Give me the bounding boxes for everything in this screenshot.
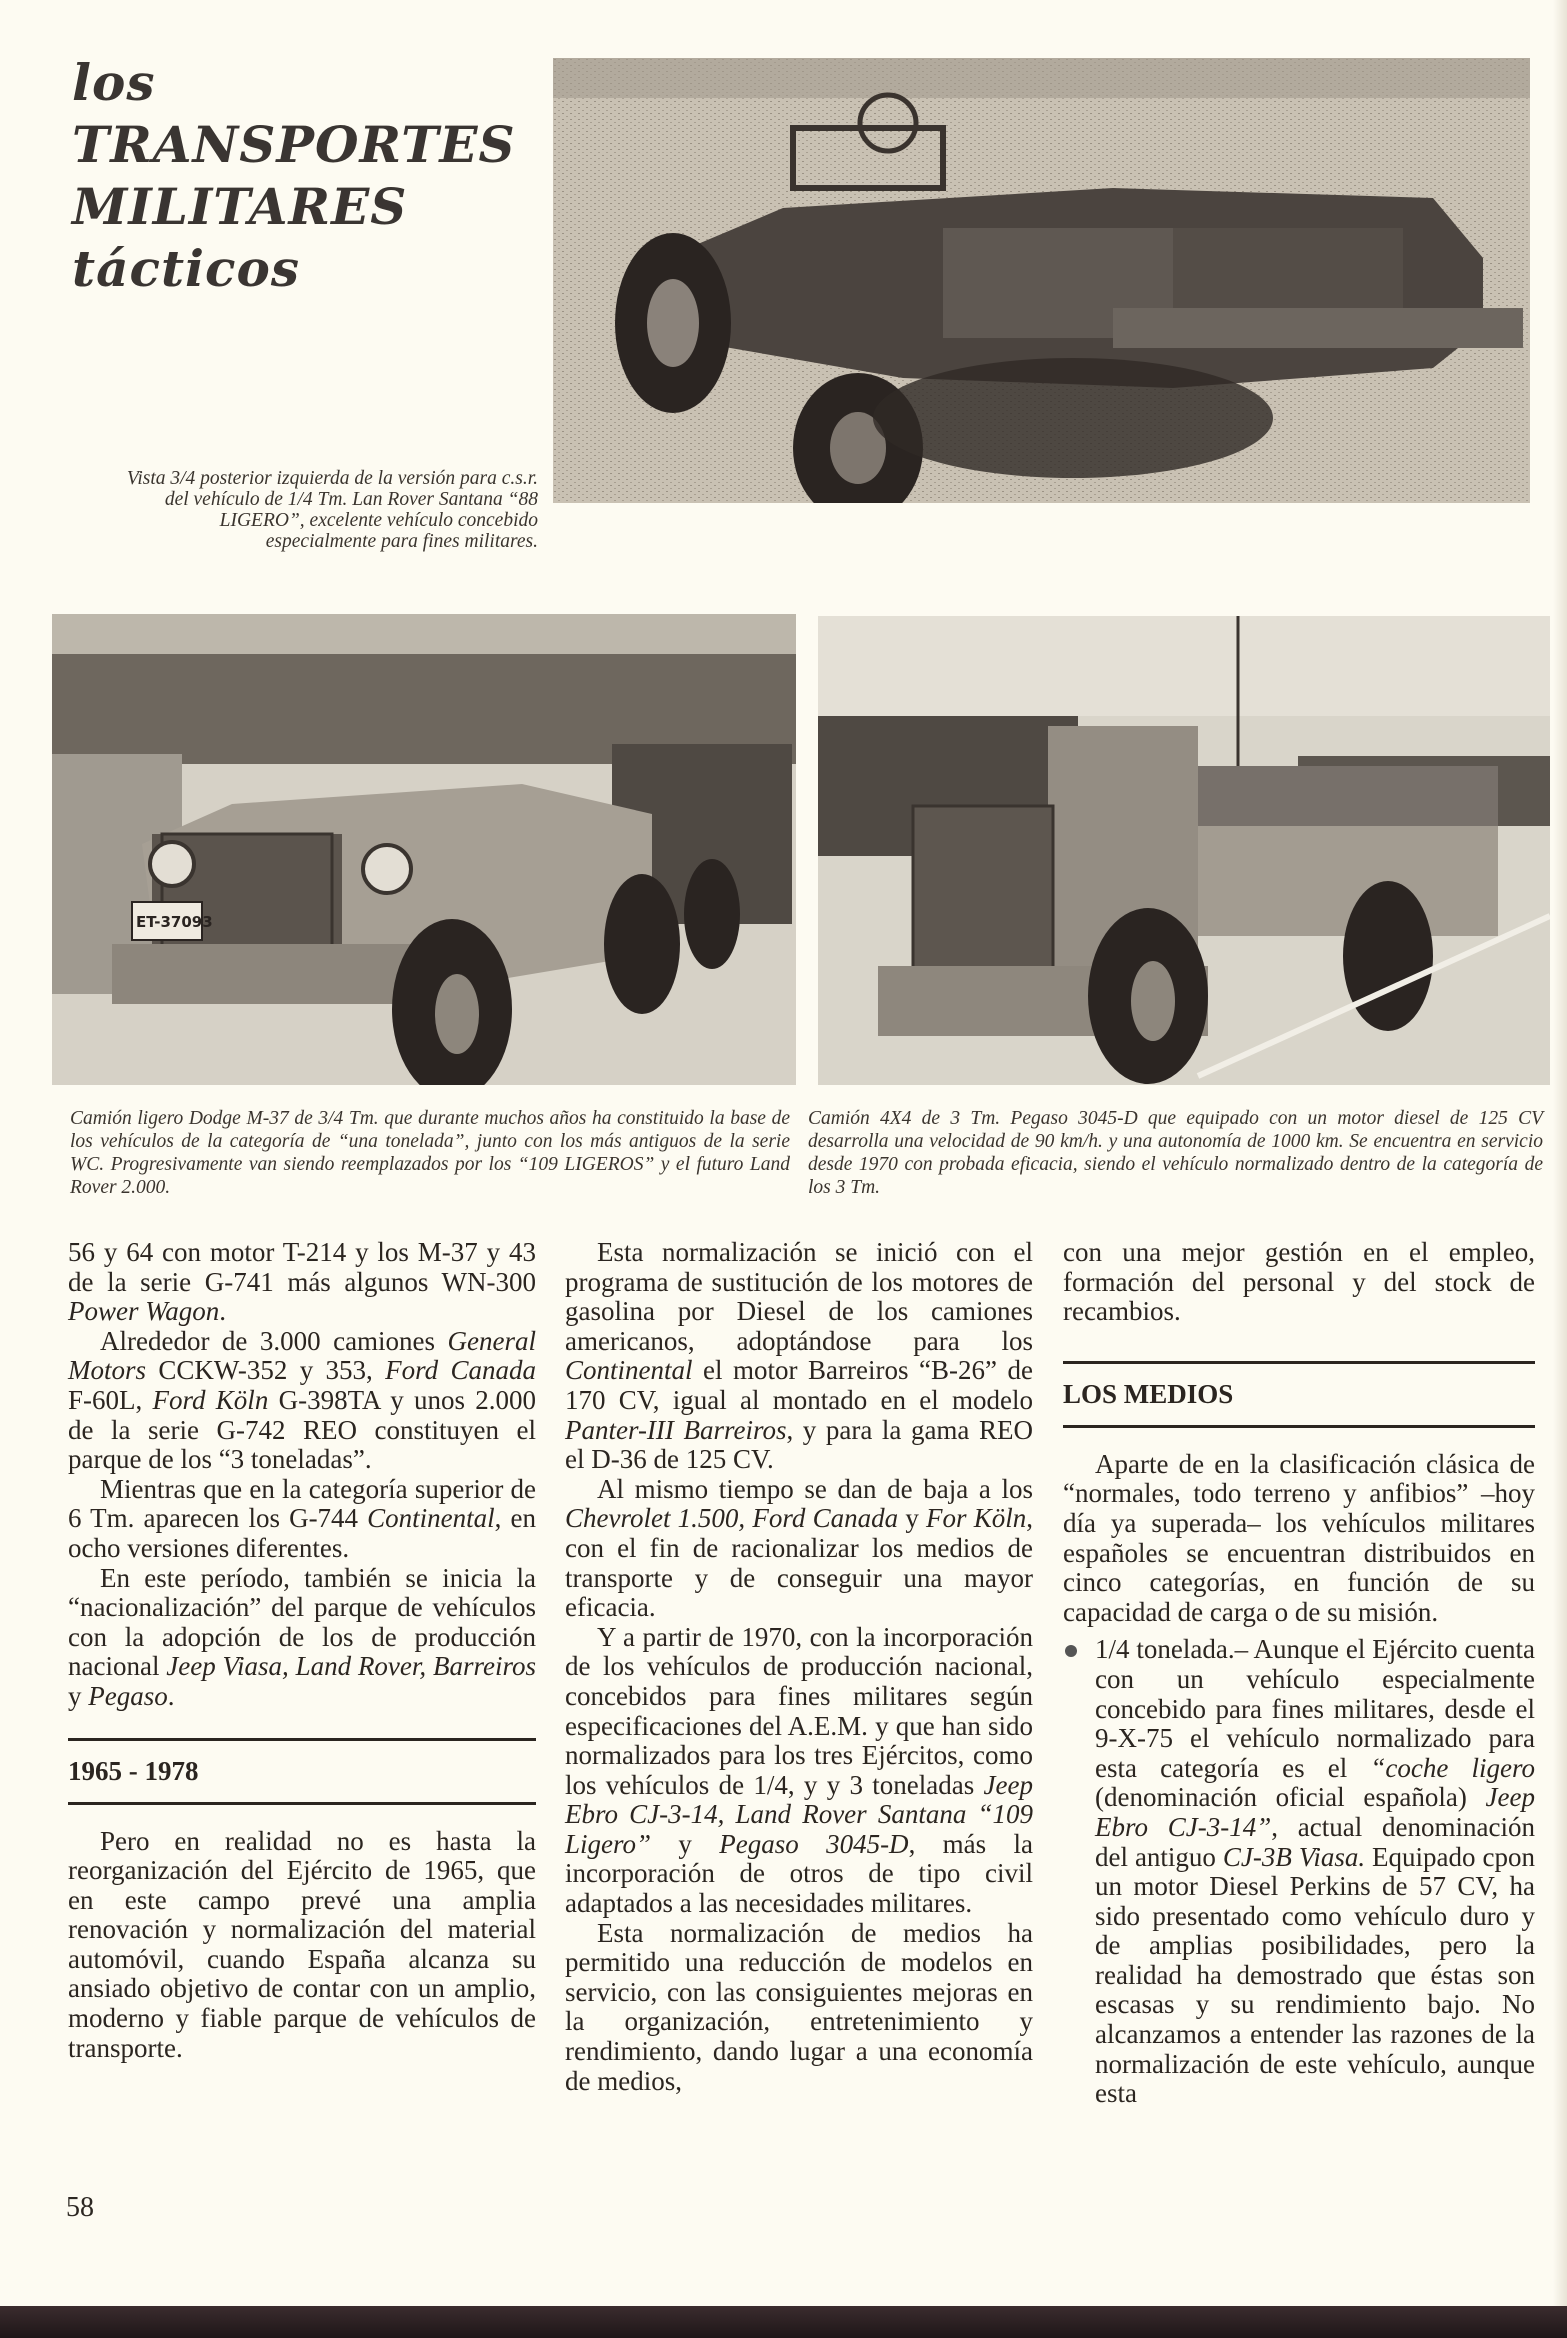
photo-land-rover-image — [553, 58, 1530, 503]
text-column-3 — [1063, 1238, 1535, 2109]
list-item-quarter-ton: 1/4 tonelada.– Aunque el Ejército cuenta con un vehículo especialmente concebido para fines militares, desde el 9-X-75 el vehículo normalizado para esta categoría es el “coche ligero (denominación oficial española) Jeep Ebro CJ-3-14”, actual denominación del antiguo CJ-3B Viasa. Equipado cpon un motor Diesel Perkins de 57 CV, ha sido presentado como vehículo duro y de amplias posibilidades, pero la realidad ha demostrado que éstas son escasas y su rendimiento bajo. No alcanzamos a entender las razones de la normalización de este vehículo, aunque esta — [1063, 1635, 1535, 2109]
emphasis: Panter-III Barreiros — [565, 1414, 787, 1445]
scan-bottom-edge — [0, 2306, 1567, 2338]
text-column-1 — [68, 1238, 536, 2063]
spacer — [1063, 1428, 1535, 1450]
spacer — [68, 1712, 536, 1738]
paragraph: con una mejor gestión en el empleo, formación del personal y del stock de recambios. — [1063, 1237, 1535, 1327]
title-line: MILITARES — [72, 177, 408, 236]
paragraph: Alrededor de 3.000 camiones General Motors CCKW-352 y 353, Ford Canada F-60L, Ford Köln G-398TA y unos 2.000 de la serie G-742 REO constituyen el parque de los “3 toneladas”. — [68, 1325, 537, 1475]
title-line: tácticos — [72, 239, 300, 298]
photo-land-rover — [553, 58, 1530, 503]
paragraph: Esta normalización se inició con el programa de sustitución de los motores de gasolina por Diesel de los camiones americanos, adoptándose para los Continental el motor Barreiros “B-26” de 170 CV, igual al montado en el modelo Panter-III Barreiros, y para la gama REO el D-36 de 125 CV. — [565, 1237, 1033, 1475]
section-heading-los-medios: LOS MEDIOS — [1063, 1378, 1234, 1409]
emphasis: Continental — [367, 1503, 495, 1534]
emphasis: Jeep Ebro CJ-3-14, Land Rover Santana “109 Ligero” — [565, 1769, 1033, 1859]
title-line: TRANSPORTES — [72, 115, 516, 174]
article-title — [72, 52, 516, 300]
paragraph: En este período, también se inicia la “nacionalización” del parque de vehículos con la adopción de los de producción nacional Jeep Viasa, Land Rover, Barreiros y Pegaso. — [68, 1562, 536, 1711]
page-edge-shadow — [1553, 0, 1567, 2306]
text-column-2 — [565, 1238, 1033, 2096]
photo-pegaso-3045d — [818, 616, 1550, 1085]
title-line: los — [72, 53, 156, 112]
emphasis: Ford Canada — [385, 1355, 536, 1386]
emphasis: “coche ligero — [1370, 1752, 1535, 1783]
spacer — [68, 1805, 536, 1827]
paragraph: 56 y 64 con motor T-214 y los M-37 y 43 de la serie G-741 más algunos WN-300 Power Wagon. — [68, 1237, 536, 1327]
caption-pegaso-3045d: Camión 4X4 de 3 Tm. Pegaso 3045-D que equipado con un motor diesel de 125 CV desarrolla una velocidad de 90 km/h. y una autonomía de 1000 km. Se encuentra en servicio desde 1970 con probada eficacia, siendo el vehículo normalizado dentro de la categoría de los 3 Tm. — [808, 1108, 1543, 1198]
paragraph: Mientras que en la categoría superior de 6 Tm. aparecen los G-744 Continental, en ocho versiones diferentes. — [68, 1473, 537, 1563]
emphasis: Jeep Viasa, Land Rover, Barreiros — [166, 1651, 536, 1682]
photo-dodge-m37 — [52, 614, 796, 1085]
bullet-icon — [1065, 1645, 1077, 1657]
spacer — [1063, 1327, 1535, 1361]
paragraph: Esta normalización de medios ha permitido una reducción de modelos en servicio, con las consiguientes mejoras en la organización, entretenimiento y rendimiento, dando lugar a una economía de medios, — [565, 1917, 1033, 2096]
paragraph: Aparte de en la clasificación clásica de “normales, todo terreno y anfibios” –hoy día ya superada– los vehículos militares españoles se encuentran distribuidos en cinco categorías, en función de su capacidad de carga o de su misión. — [1063, 1448, 1535, 1627]
license-plate: ET-37093 — [136, 913, 213, 931]
caption-land-rover: Vista 3/4 posterior izquierda de la versión para c.s.r. del vehículo de 1/4 Tm. Lan Rover Santana “88 LIGERO”, excelente vehículo concebido especialmente para fines militares. — [126, 468, 538, 552]
emphasis: Ford Köln — [152, 1384, 269, 1415]
photo-dodge-m37-image — [52, 614, 796, 1085]
emphasis: Pegaso 3045-D — [719, 1828, 909, 1859]
paragraph: Al mismo tiempo se dan de baja a los Chevrolet 1.500, Ford Canada y For Köln, con el fin de racionalizar los medios de transporte y de conseguir una mayor eficacia. — [565, 1473, 1033, 1623]
emphasis: Chevrolet 1.500, Ford Canada — [565, 1503, 899, 1534]
page-number: 58 — [66, 2192, 94, 2223]
paragraph: Pero en realidad no es hasta la reorganización del Ejército de 1965, que en este campo prevé una amplia renovación y normalización del material automóvil, cuando España alcanza su ansiado objetivo de contar con un amplio, moderno y fiable parque de vehículos de transporte. — [68, 1825, 536, 2063]
emphasis: Pegaso — [88, 1680, 168, 1711]
emphasis: CJ-3B Viasa. — [1222, 1841, 1366, 1872]
paragraph: Y a partir de 1970, con la incorporación de los vehículos de producción nacional, concebidos para fines militares según especificaciones del A.E.M. y que han sido normalizados para los tres Ejércitos, como los vehículos de 1/4, y y 3 toneladas Jeep Ebro CJ-3-14, Land Rover Santana “109 Ligero” y Pegaso 3045-D, más la incorporación de otros de tipo civil adaptados a las necesidades militares. — [565, 1621, 1033, 1919]
emphasis: General Motors — [68, 1325, 536, 1386]
section-heading-1965-1978: 1965 - 1978 — [68, 1755, 199, 1786]
caption-dodge-m37: Camión ligero Dodge M-37 de 3/4 Tm. que durante muchos años ha constituido la base de los vehículos de la categoría de “una tonelada”, junto con los más antiguos de la serie WC. Progresivamente van siendo reemplazados por los “109 LIGEROS” y el futuro Land Rover 2.000. — [70, 1108, 790, 1198]
emphasis: Jeep Ebro CJ-3-14” — [1095, 1782, 1535, 1842]
emphasis: Power Wagon — [68, 1296, 220, 1327]
emphasis: Continental — [565, 1355, 693, 1386]
photo-pegaso-3045d-image — [818, 616, 1550, 1085]
emphasis: For Köln — [926, 1503, 1027, 1534]
